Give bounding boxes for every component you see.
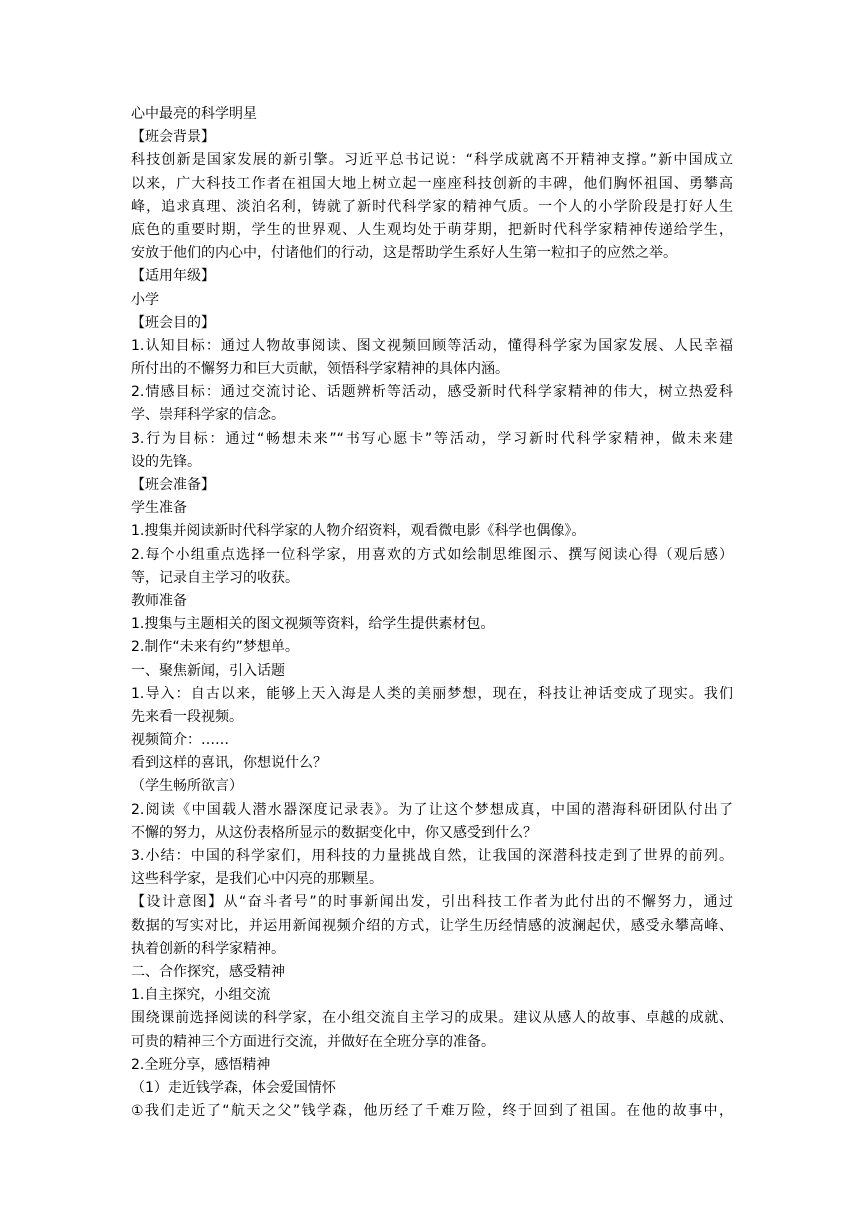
text-line: 设的先锋。 (131, 453, 201, 470)
document-body (131, 103, 733, 1123)
text-line: 科技创新是国家发展的新引擎。习近平总书记说：“科学成就离不开精神支撑。”新中国成立 (131, 152, 733, 169)
text-line: 【班会目的】 (131, 314, 215, 331)
text-line: 【设计意图】从“奋斗者号”的时事新闻出发，引出科技工作者为此付出的不懈努力，通过 (131, 894, 733, 911)
text-line: 围绕课前选择阅读的科学家，在小组交流自主学习的成果。建议从感人的故事、卓越的成就、 (131, 1010, 733, 1027)
text-line: 看到这样的喜讯，你想说什么？ (131, 755, 327, 772)
text-line: 1.搜集并阅读新时代科学家的人物介绍资料，观看微电影《科学也偶像》。 (131, 523, 586, 540)
text-line: 学生准备 (131, 500, 187, 517)
text-line: 2.情感目标：通过交流讨论、话题辨析等活动，感受新时代科学家精神的伟大，树立热爱科 (131, 384, 733, 401)
text-line: 执着创新的科学家精神。 (131, 940, 285, 957)
text-line: 1.导入：自古以来，能够上天入海是人类的美丽梦想，现在，科技让神话变成了现实。我们 (131, 685, 733, 702)
text-line: 教师准备 (131, 592, 187, 609)
text-line: （1）走近钱学森，体会爱国情怀 (131, 1079, 336, 1096)
text-line: 【班会准备】 (131, 477, 215, 493)
text-line: 不懈的努力，从这份表格所显示的数据变化中，你又感受到什么？ (131, 824, 537, 841)
text-line: 2.阅读《中国载人潜水器深度记录表》。为了让这个梦想成真，中国的潜海科研团队付出了 (131, 801, 733, 818)
text-line: 【适用年级】 (131, 268, 215, 285)
text-line: 这些科学家，是我们心中闪亮的那颗星。 (131, 871, 383, 888)
text-line: 1.搜集与主题相关的图文视频等资料，给学生提供素材包。 (131, 616, 495, 633)
text-line: 二、合作探究，感受精神 (131, 963, 285, 980)
text-line: 【班会背景】 (131, 129, 215, 146)
text-line: 视频简介：…… (131, 732, 229, 749)
text-line: 小学 (131, 291, 159, 308)
text-line: （学生畅所欲言） (131, 778, 243, 795)
text-line: 底色的重要时期，学生的世界观、人生观均处于萌芽期，把新时代科学家精神传递给学生， (131, 221, 733, 238)
text-line: 一、聚焦新闻，引入话题 (131, 662, 285, 679)
text-line: 峰，追求真理、淡泊名利，铸就了新时代科学家的精神气质。一个人的小学阶段是打好人生 (131, 198, 733, 215)
text-line: 2.全班分享，感悟精神 (131, 1056, 271, 1073)
text-line: 等，记录自主学习的收获。 (131, 569, 299, 586)
text-line: 2.每个小组重点选择一位科学家，用喜欢的方式如绘制思维图示、撰写阅读心得（观后感） (131, 546, 733, 563)
text-line: 1.认知目标：通过人物故事阅读、图文视频回顾等活动，懂得科学家为国家发展、人民幸福 (131, 337, 733, 354)
text-line: 可贵的精神三个方面进行交流，并做好在全班分享的准备。 (131, 1033, 495, 1050)
text-line: 1.自主探究，小组交流 (131, 987, 271, 1004)
text-line: 2.制作“未来有约”梦想单。 (131, 639, 299, 656)
text-line: 3.小结：中国的科学家们，用科技的力量挑战自然，让我国的深潜科技走到了世界的前列。 (131, 848, 733, 864)
text-line: 3.行为目标：通过“畅想未来”“书写心愿卡”等活动，学习新时代科学家精神，做未来建 (131, 430, 733, 447)
text-line: 安放于他们的内心中，付诸他们的行动，这是帮助学生系好人生第一粒扣子的应然之举。 (131, 245, 677, 262)
text-line: 以来，广大科技工作者在祖国大地上树立起一座座科技创新的丰碑，他们胸怀祖国、勇攀高 (131, 175, 733, 192)
text-line: 学、崇拜科学家的信念。 (131, 407, 285, 424)
text-line: 先来看一段视频。 (131, 708, 243, 725)
text-line: 心中最亮的科学明星 (131, 106, 257, 122)
text-line: ①我们走近了“航天之父”钱学森，他历经了千难万险，终于回到了祖国。在他的故事中， (131, 1103, 733, 1120)
text-line: 数据的写实对比，并运用新闻视频介绍的方式，让学生历经情感的波澜起伏，感受永攀高峰、 (131, 917, 733, 934)
text-line: 所付出的不懈努力和巨大贡献，领悟科学家精神的具体内涵。 (131, 361, 509, 378)
